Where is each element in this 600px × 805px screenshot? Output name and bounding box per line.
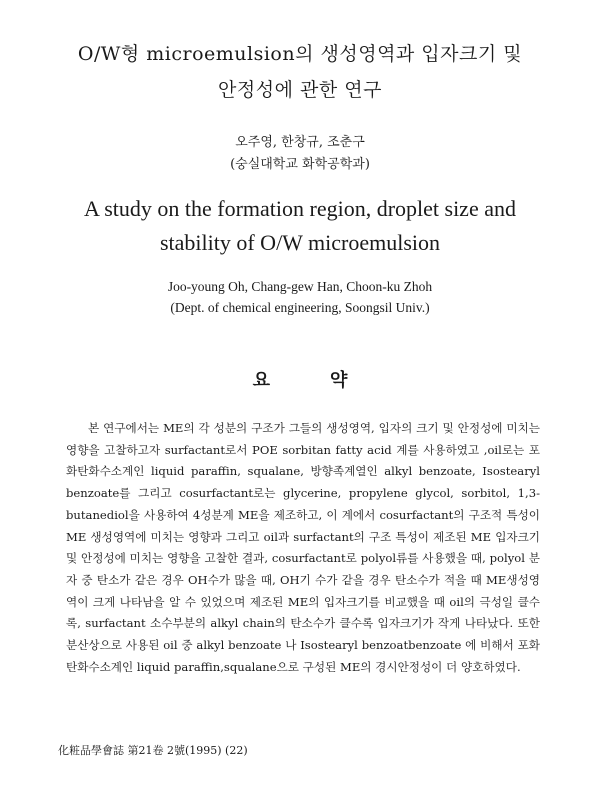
journal-citation: 化粧品學會誌 第21卷 2號(1995) (22) — [58, 744, 248, 757]
english-title-line-2: stability of O/W microemulsion — [159, 230, 441, 255]
english-authors — [0, 276, 600, 318]
korean-title-line-2: 안정성에 관한 연구 — [218, 79, 382, 101]
english-title-line-1: A study on the formation region, droplet size and — [84, 196, 516, 221]
abstract-body — [66, 418, 540, 678]
korean-title — [0, 36, 600, 108]
korean-author-names: 오주영, 한창규, 조춘구 — [235, 135, 365, 150]
korean-affiliation: (숭실대학교 화학공학과) — [230, 157, 370, 172]
english-affiliation: (Dept. of chemical engineering, Soongsil Univ.) — [170, 300, 430, 315]
korean-authors — [0, 132, 600, 176]
abstract-heading: 요약 — [252, 370, 408, 391]
abstract-text: 본 연구에서는 ME의 각 성분의 구조가 그들의 생성영역, 입자의 크기 및 안정성에 미치는 영향을 고찰하고자 surfactant로서 POE sorbitan fatty acid 계를 사용하였고 ,oil로는 포화탄화수소계인 liquid paraffin, squalane, 방향족계열인 alkyl benzoate, Isostearyl benzoate를 그리고 cosurfactant로는 glycerine, propylene glycol, sorbitol, 1,3-butanediol을 사용하여 4성분계 ME을 제조하고, 이 계에서 cosurfactant의 구조적 특성이 ME 생성영역에 미치는 영향과 그리고 oil과 surfactant의 구조 특성이 제조된 ME 입자크기 및 안정성에 미치는 영향을 고찰한 결과, cosurfactant로 polyol류를 사용했을 때, polyol 분자 중 탄소가 같은 경우 OH수가 많을 때, OH기 수가 같을 경우 탄소수가 적을 때 ME생성영역이 크게 나타남을 알 수 있었으며 제조된 ME의 입자크기를 비교했을 때 oil의 극성일 클수록, surfactant 소수부분의 alkyl chain의 탄소수가 클수록 입자크기가 작게 나타났다. 또한 분산상으로 사용된 oil 중 alkyl benzoate 나 Isostearyl benzoatbenzoate 에 비해서 포화탄화수소계인 liquid paraffin,squalane으로 구성된 ME의 경시안정성이 더 양호하였다. — [66, 421, 540, 674]
english-author-names: Joo-young Oh, Chang-gew Han, Choon-ku Zhoh — [167, 279, 433, 294]
korean-title-line-1: O/W형 microemulsion의 생성영역과 입자크기 및 — [77, 43, 523, 65]
english-title — [0, 192, 600, 260]
